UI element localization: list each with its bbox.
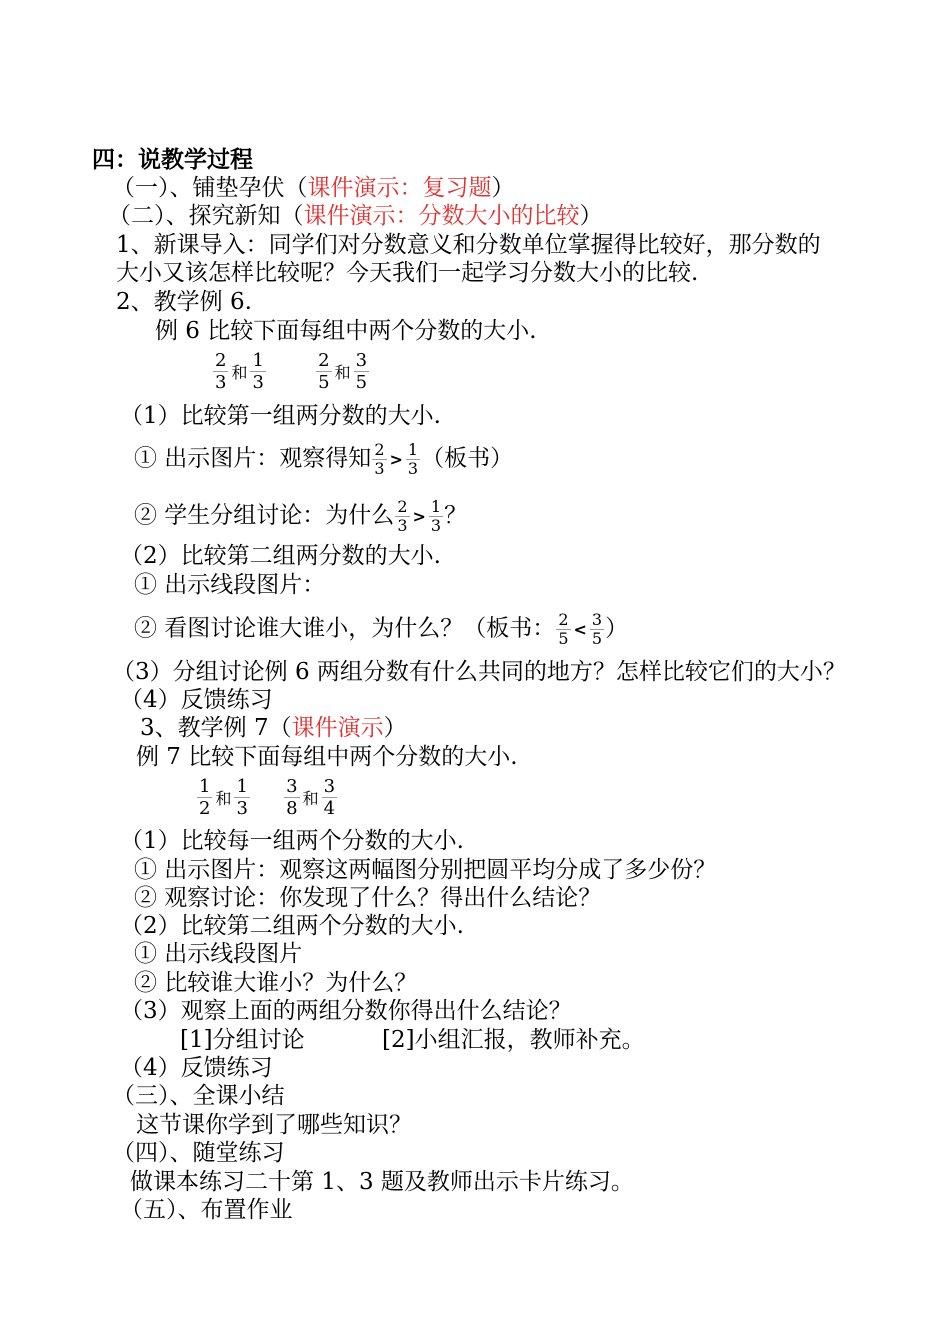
paragraph-example7-title	[140, 714, 407, 742]
example7-step-3-b: [2]小组汇报，教师补充。	[382, 1027, 645, 1053]
step-2-2	[134, 611, 628, 648]
fraction: $\frac{2}{5}$	[318, 350, 330, 393]
subsection-5: （五）、布置作业	[120, 1197, 293, 1223]
paragraph-intro-line1: 1、新课导入：同学们对分数意义和分数单位掌握得比较好，那分数的	[116, 232, 821, 258]
subsection-4: （四）、随堂练习	[112, 1140, 285, 1166]
fraction: $\frac{3}{4}$	[323, 776, 336, 819]
example7-step-2-1: ① 出示线段图片	[134, 941, 303, 967]
step-2-1: ① 出示线段图片：	[134, 572, 326, 598]
fraction: $\frac{3}{8}$	[286, 776, 298, 819]
step-1-2-end: ？	[444, 502, 468, 529]
step-4: （4）反馈练习	[120, 687, 273, 713]
example7-step-2-2: ② 比较谁大谁小？为什么？	[134, 970, 418, 996]
greater-than-sign: >	[412, 506, 426, 526]
subsection-2-note: 课件演示：分数大小的比较	[303, 203, 580, 229]
example7-title-end: ）	[383, 715, 407, 741]
example7-fraction-pairs	[196, 776, 338, 819]
example7-step-1-2: ② 观察讨论：你发现了什么？得出什么结论？	[134, 885, 602, 911]
example7-title-note: 课件演示	[291, 715, 384, 741]
fraction: $\frac{1}{3}$	[236, 776, 248, 819]
subsection-1-end: ）	[491, 175, 515, 201]
example7-title-text: 3、教学例 7（	[140, 715, 292, 741]
step-1-1	[134, 441, 513, 478]
example7-statement: 例 7 比较下面每组中两个分数的大小.	[136, 744, 518, 770]
subsection-2	[108, 202, 603, 230]
step-3: （3）分组讨论例 6 两组分数有什么共同的地方？怎样比较它们的大小？	[112, 659, 846, 685]
example6-statement: 例 6 比较下面每组中两个分数的大小.	[155, 318, 537, 344]
fraction: $\frac{2}{5}$	[558, 610, 569, 648]
fraction: $\frac{2}{3}$	[374, 440, 385, 478]
greater-than-sign: >	[389, 449, 403, 469]
example7-step-1: （1）比较每一组两个分数的大小.	[120, 828, 464, 854]
step-2: （2）比较第二组两分数的大小.	[120, 543, 441, 569]
example7-step-4: （4）反馈练习	[120, 1055, 273, 1081]
example7-step-3-a: [1]分组讨论	[180, 1027, 305, 1053]
fraction: $\frac{3}{5}$	[591, 610, 603, 648]
subsection-2-end: ）	[579, 203, 603, 229]
fraction: $\frac{1}{3}$	[407, 440, 419, 478]
step-1: （1）比较第一组两分数的大小.	[120, 403, 441, 429]
step-1-2	[134, 498, 467, 535]
example6-fraction-pairs	[212, 350, 370, 393]
subsection-1-note: 课件演示：复习题	[307, 175, 492, 201]
step-1-1-note: （板书）	[421, 445, 514, 472]
subsection-1-text: （一）、铺垫孕伏（	[112, 175, 308, 201]
example7-step-2: （2）比较第二组两个分数的大小.	[120, 913, 464, 939]
fraction: $\frac{1}{3}$	[252, 350, 264, 393]
and-word: 和	[302, 789, 319, 808]
example7-step-3: （3）观察上面的两组分数你得出什么结论？	[120, 998, 572, 1024]
less-than-sign: <	[573, 619, 587, 639]
and-word: 和	[334, 363, 351, 382]
subsection-2-text: （二）、探究新知（	[108, 203, 304, 229]
and-word: 和	[215, 789, 232, 808]
subsection-1	[112, 174, 515, 202]
step-1-1-text: ① 出示图片：观察得知	[134, 445, 372, 472]
paragraph-intro-line2: 大小又该怎样比较呢？今天我们一起学习分数大小的比较.	[116, 260, 699, 286]
fraction: $\frac{1}{3}$	[430, 497, 442, 535]
step-2-2-end: ）	[605, 615, 629, 642]
and-word: 和	[231, 363, 248, 382]
step-1-2-text: ② 学生分组讨论：为什么	[134, 502, 395, 529]
step-2-2-text: ② 看图讨论谁大谁小，为什么？（板书：	[134, 615, 556, 642]
fraction: $\frac{3}{5}$	[355, 350, 368, 393]
fraction: $\frac{2}{3}$	[215, 350, 227, 393]
fraction: $\frac{1}{2}$	[199, 776, 211, 819]
fraction: $\frac{2}{3}$	[397, 497, 408, 535]
paragraph-example6-title: 2、教学例 6.	[116, 289, 252, 315]
subsection-4-body: 做课本练习二十第 1、3 题及教师出示卡片练习。	[130, 1169, 634, 1195]
subsection-3: （三）、全课小结	[112, 1083, 285, 1109]
subsection-3-body: 这节课你学到了哪些知识？	[136, 1112, 412, 1138]
section-heading: 四：说教学过程	[92, 146, 253, 173]
example7-step-1-1: ① 出示图片：观察这两幅图分别把圆平均分成了多少份？	[134, 857, 717, 883]
